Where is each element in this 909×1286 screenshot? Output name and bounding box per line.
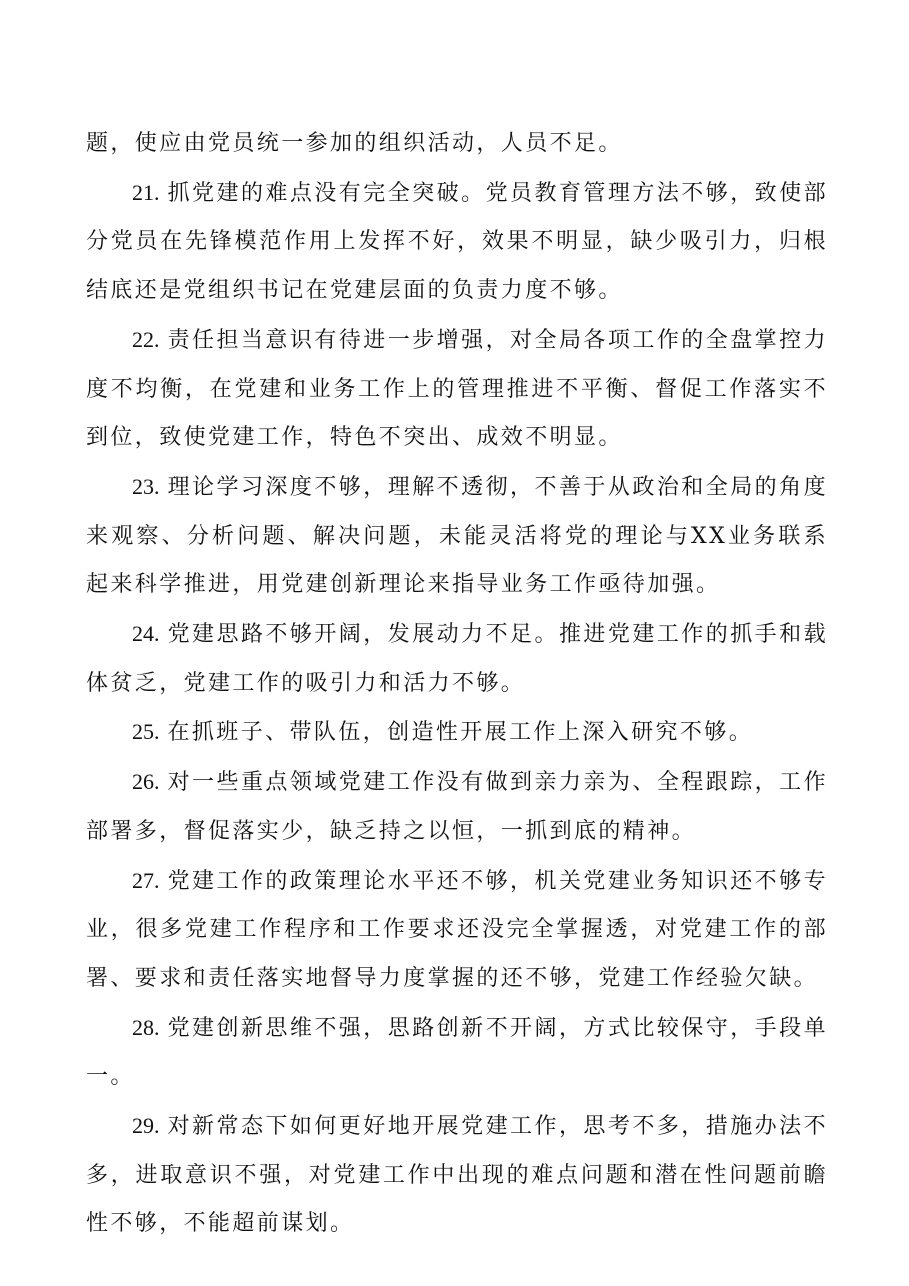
list-item-27	[86, 857, 828, 1004]
item-text: 党建思路不够开阔，发展动力不足。推进党建工作的抓手和载体贫乏，党建工作的吸引力和活力不够。	[86, 622, 828, 696]
item-text: 责任担当意识有待进一步增强，对全局各项工作的全盘掌控力度不均衡，在党建和业务工作上的管理推进不平衡、督促工作落实不到位，致使党建工作，特色不突出、成效不明显。	[86, 327, 828, 451]
list-item-21	[86, 169, 828, 316]
list-item-26	[86, 758, 828, 856]
item-text: 对一些重点领域党建工作没有做到亲力亲为、全程跟踪，工作部署多，督促落实少，缺乏持之以恒，一抓到底的精神。	[86, 770, 828, 844]
list-item-24	[86, 610, 828, 708]
item-number: 27.	[132, 867, 160, 893]
item-text: 党建工作的政策理论水平还不够，机关党建业务知识还不够专业，很多党建工作程序和工作要求还没完全掌握透，对党建工作的部署、要求和责任落实地督导力度掌握的还不够，党建工作经验欠缺。	[86, 868, 828, 991]
item-text: 对新常态下如何更好地开展党建工作，思考不多，措施办法不多，进取意识不强，对党建工作中出现的难点问题和潜在性问题前瞻性不够，不能超前谋划。	[86, 1114, 828, 1237]
item-number: 28.	[132, 1014, 160, 1040]
item-number: 25.	[132, 719, 160, 745]
list-item-28	[86, 1004, 828, 1102]
list-item-29	[86, 1102, 828, 1249]
item-number: 29.	[132, 1113, 160, 1139]
item-number: 26.	[132, 769, 160, 795]
item-number: 23.	[132, 473, 160, 499]
item-text: 党建创新思维不强，思路创新不开阔，方式比较保守，手段单一。	[86, 1015, 828, 1090]
item-text: 在抓班子、带队伍，创造性开展工作上深入研究不够。	[167, 720, 754, 746]
item-number: 21.	[132, 179, 160, 205]
item-text: 抓党建的难点没有完全突破。党员教育管理方法不够，致使部分党员在先锋模范作用上发挥不好，效果不明显，缺少吸引力，归根结底还是党组织书记在党建层面的负责力度不够。	[86, 180, 828, 304]
item-text: 理论学习深度不够，理解不透彻，不善于从政治和全局的角度来观察、分析问题、解决问题，未能灵活将党的理论与XX业务联系起来科学推进，用党建创新理论来指导业务工作亟待加强。	[86, 474, 828, 598]
list-item-22	[86, 316, 828, 463]
item-number: 24.	[132, 621, 160, 647]
continuation-paragraph: 题，使应由党员统一参加的组织活动，人员不足。	[86, 131, 623, 156]
item-number: 22.	[132, 326, 160, 352]
list-item-25	[86, 708, 828, 758]
list-item-23	[86, 463, 828, 610]
document-page	[86, 120, 828, 1249]
